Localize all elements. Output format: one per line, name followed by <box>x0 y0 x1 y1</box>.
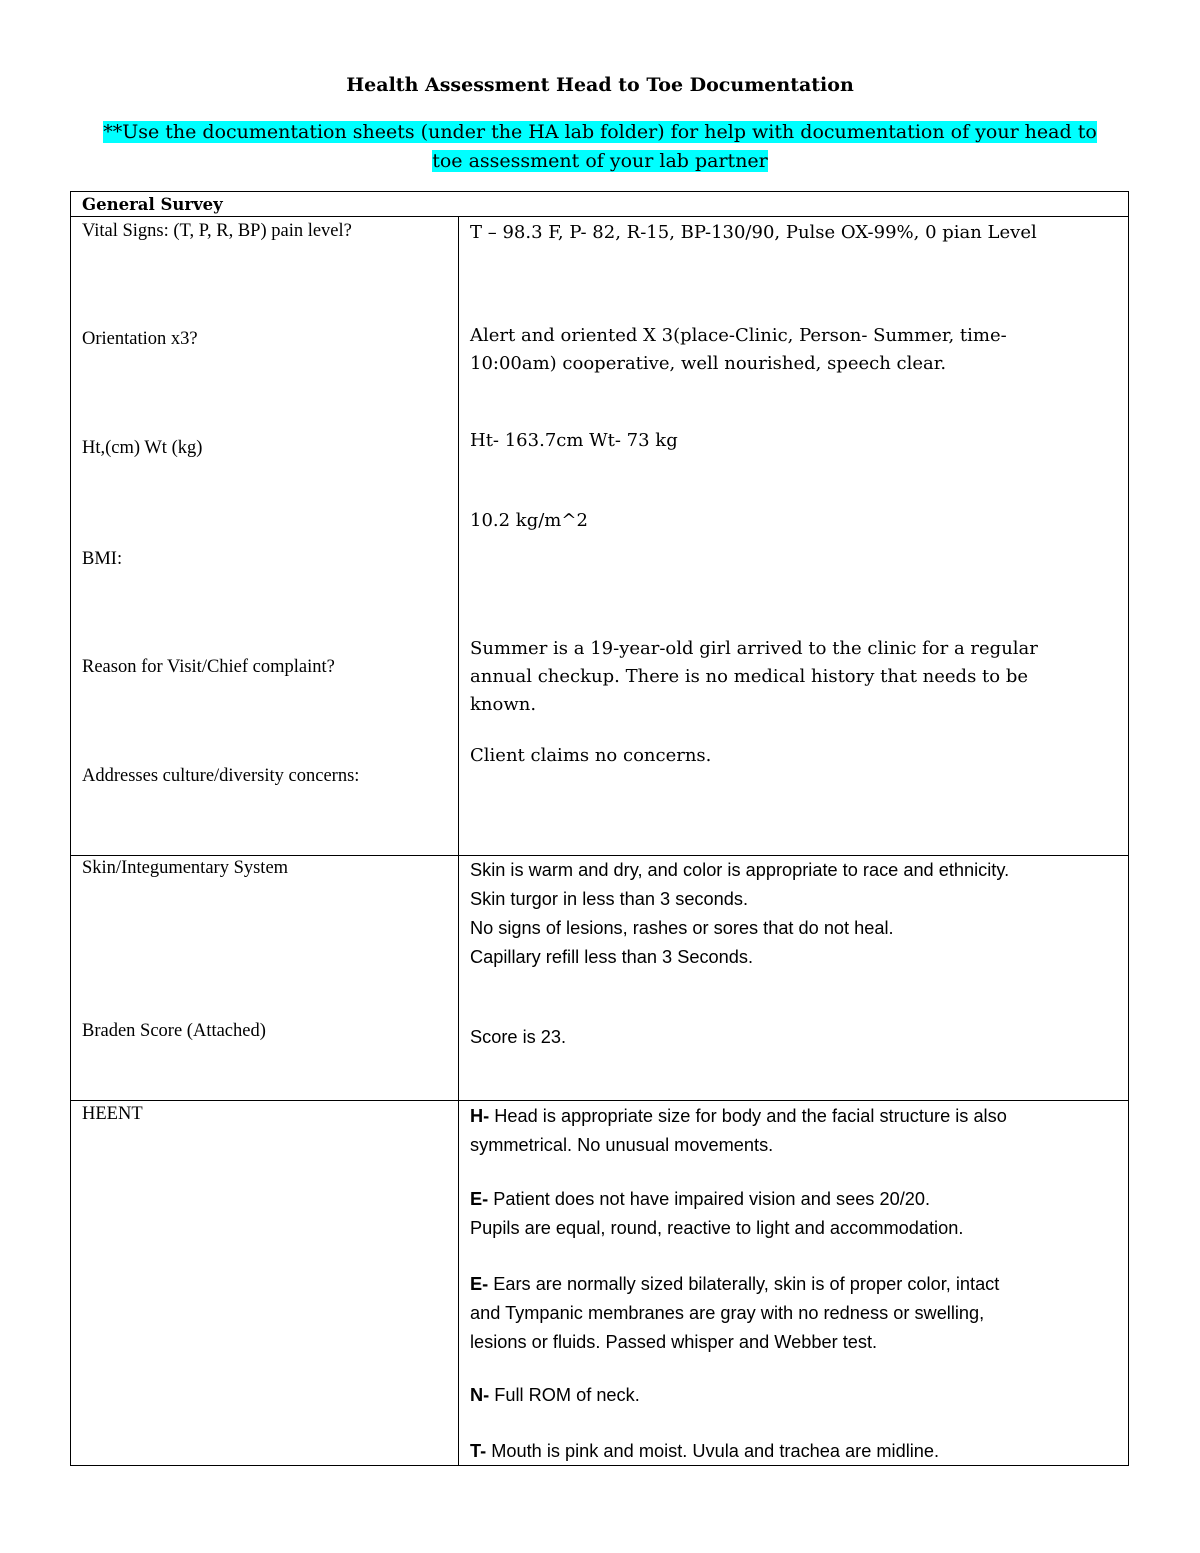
culture-concerns-value: Client claims no concerns. <box>470 745 712 766</box>
heent-head-entry <box>470 1102 1007 1160</box>
page-title: Health Assessment Head to Toe Documentation <box>346 74 854 96</box>
height-weight-label: Ht,(cm) Wt (kg) <box>82 438 203 458</box>
table-border-left <box>70 191 71 1466</box>
heading-row-divider <box>70 216 1129 217</box>
bmi-label: BMI: <box>82 549 123 569</box>
orientation-label: Orientation x3? <box>82 329 198 349</box>
heent-ears-text: Ears are normally sized bilaterally, skin is of proper color, intact and Tympanic membranes are gray with no redness or swelling, lesions or fluids. Passed whisper and Webber test. <box>470 1274 1000 1352</box>
table-border-top <box>70 191 1129 192</box>
heent-ears-prefix: E- <box>470 1274 489 1294</box>
braden-value: Score is 23. <box>470 1027 567 1047</box>
heent-head-text: Head is appropriate size for body and the facial structure is also symmetrical. No unusual movements. <box>470 1106 1007 1155</box>
heent-label: HEENT <box>82 1104 143 1124</box>
heent-throat-text: Mouth is pink and moist. Uvula and trachea are midline. <box>486 1441 940 1461</box>
heent-neck-entry <box>470 1381 640 1410</box>
heent-ears-entry <box>470 1270 999 1357</box>
reason-for-visit-value: Summer is a 19-year-old girl arrived to the clinic for a regular annual checkup. There is no medical history that needs to be known. <box>470 638 1038 715</box>
vital-signs-label: Vital Signs: (T, P, R, BP) pain level? <box>82 221 352 241</box>
heent-neck-text: Full ROM of neck. <box>489 1385 640 1405</box>
row-divider-heent <box>70 1100 1129 1101</box>
heent-eyes-text: Patient does not have impaired vision and sees 20/20. Pupils are equal, round, reactive to light and accommodation. <box>470 1189 964 1238</box>
reason-for-visit-label: Reason for Visit/Chief complaint? <box>82 657 335 677</box>
heent-neck-prefix: N- <box>470 1385 490 1405</box>
vital-signs-value: T – 98.3 F, P- 82, R-15, BP-130/90, Pulse OX-99%, 0 pian Level <box>470 222 1037 243</box>
braden-label: Braden Score (Attached) <box>82 1021 266 1041</box>
height-weight-value: Ht- 163.7cm Wt- 73 kg <box>470 430 678 451</box>
heent-eyes-prefix: E- <box>470 1189 489 1209</box>
culture-concerns-label: Addresses culture/diversity concerns: <box>82 766 360 786</box>
skin-value: Skin is warm and dry, and color is appropriate to race and ethnicity. Skin turgor in less than 3 seconds. No signs of lesions, rashes or sores that do not heal. Capillary refill less than 3 Seconds. <box>470 860 1010 967</box>
heent-head-prefix: H- <box>470 1106 490 1126</box>
instruction-note <box>70 118 1130 176</box>
table-border-right <box>1128 191 1129 1466</box>
orientation-value: Alert and oriented X 3(place-Clinic, Person- Summer, time- 10:00am) cooperative, well nourished, speech clear. <box>470 325 1007 374</box>
heent-throat-entry <box>470 1437 939 1466</box>
skin-label: Skin/Integumentary System <box>82 858 289 878</box>
note-line-1: **Use the documentation sheets (under the HA lab folder) for help with documentation of your head to <box>103 121 1097 143</box>
column-divider <box>458 216 459 1466</box>
general-survey-heading: General Survey <box>82 195 223 214</box>
bmi-value: 10.2 kg/m^2 <box>470 510 588 531</box>
heent-throat-prefix: T- <box>470 1441 487 1461</box>
note-line-2: toe assessment of your lab partner <box>432 150 768 172</box>
heent-eyes-entry <box>470 1185 963 1243</box>
